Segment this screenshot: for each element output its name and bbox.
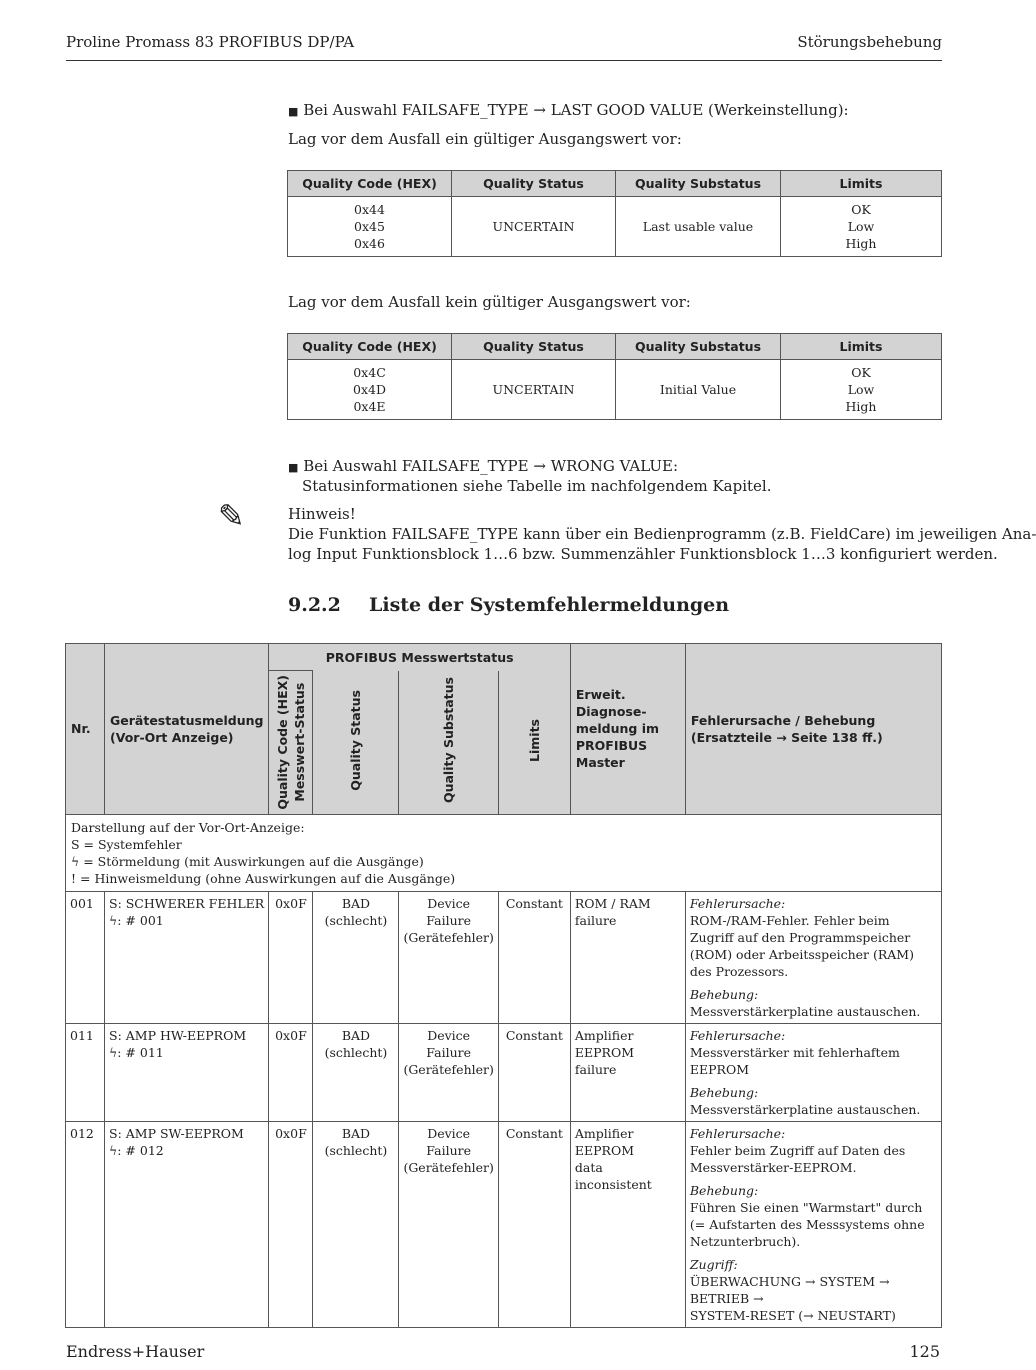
fix-text: Messverstärkerplatine austauschen.: [689, 1101, 921, 1117]
access-label: Zugriff:: [689, 1256, 738, 1272]
cause-label: Fehlerursache:: [689, 1125, 786, 1141]
section-title: Liste der Systemfehlermeldungen: [369, 594, 730, 616]
cell-cause: [685, 1121, 941, 1327]
code-value: 0x4E: [353, 399, 386, 414]
cell-limits: [781, 197, 942, 257]
msg-line: S: SCHWERER FEHLER: [109, 895, 265, 911]
cause-label: Fehlerursache:: [689, 1027, 786, 1043]
sub-line: (Gerätefehler): [403, 1159, 494, 1175]
th-quality-status-vertical: [313, 671, 399, 815]
fix-label: Behebung:: [689, 1182, 759, 1198]
th-quality-status: Quality Status: [452, 334, 616, 360]
valid-before-text: Lag vor dem Ausfall ein gültiger Ausgangswert vor:: [288, 130, 682, 148]
th-limits-vertical: [498, 671, 570, 815]
section-number: 9.2.2: [288, 594, 341, 616]
cell-diagnosis: [570, 1121, 685, 1327]
code-value: 0x46: [354, 236, 385, 251]
th-nr: Nr.: [66, 644, 105, 815]
th-cause-remedy: [685, 644, 941, 815]
access-path: SYSTEM-RESET (→ NEUSTART): [689, 1307, 896, 1323]
bullet-square-icon: ■: [288, 461, 299, 474]
th-quality-substatus: Quality Substatus: [616, 171, 781, 197]
cell-code: 0x0F: [269, 891, 313, 1023]
th-diag-line: Master: [575, 755, 625, 771]
sub-line: Device Failure: [426, 1125, 471, 1158]
msg-line: ϟ: # 011: [109, 1044, 164, 1060]
cell-status: [313, 891, 399, 1023]
th-quality-code: Quality Code (HEX): [288, 334, 452, 360]
msg-line: ϟ: # 012: [109, 1142, 164, 1158]
sub-line: Device Failure: [426, 895, 471, 928]
cell-substatus: Initial Value: [616, 360, 781, 420]
status-line: BAD: [341, 1125, 371, 1141]
limit-value: Low: [847, 219, 875, 234]
th-quality-substatus: Quality Substatus: [616, 334, 781, 360]
cause-text: ROM-/RAM-Fehler. Fehler beim Zugriff auf den Programmspeicher (ROM) oder Arbeitsspeicher (RAM) des Prozessors.: [689, 912, 914, 979]
th-extended-diagnosis: [570, 644, 685, 815]
footer-brand: Endress+Hauser: [66, 1342, 205, 1361]
cell-substatus: [399, 1023, 498, 1121]
sub-line: (Gerätefehler): [403, 929, 494, 945]
cause-text: Fehler beim Zugriff auf Daten des Messverstärker-EEPROM.: [689, 1142, 906, 1175]
th-diag-line: PROFIBUS: [575, 738, 648, 754]
diag-line: failure: [574, 1061, 617, 1077]
msg-line: S: AMP SW-EEPROM: [109, 1125, 244, 1141]
sub-line: Device Failure: [426, 1027, 471, 1060]
th-status-text: Quality Status: [348, 689, 364, 791]
cell-status: [313, 1023, 399, 1121]
diag-line: ROM / RAM: [574, 895, 651, 911]
cell-diagnosis: [570, 1023, 685, 1121]
msg-line: ϟ: # 001: [109, 912, 164, 928]
diag-line: data inconsistent: [574, 1159, 652, 1192]
cell-codes: [288, 360, 452, 420]
cell-substatus: Last usable value: [616, 197, 781, 257]
page-number: 125: [909, 1342, 940, 1361]
msg-line: S: AMP HW-EEPROM: [109, 1027, 247, 1043]
fix-label: Behebung:: [689, 986, 759, 1002]
cell-limits: [781, 360, 942, 420]
note-title: Hinweis!: [288, 505, 356, 523]
legend-line: ! = Hinweismeldung (ohne Auswirkungen auf die Ausgänge): [71, 870, 456, 886]
cell-code: 0x0F: [269, 1121, 313, 1327]
bullet-last-good-value: [288, 100, 849, 122]
status-line: BAD: [341, 1027, 371, 1043]
status-line: (schlecht): [324, 912, 388, 928]
cell-nr: 001: [66, 891, 105, 1023]
diag-line: Amplifier EEPROM: [574, 1027, 634, 1060]
cell-diagnosis: [570, 891, 685, 1023]
cell-message: [105, 1023, 269, 1121]
cell-limits: Constant: [498, 1023, 570, 1121]
access-path: ÜBERWACHUNG → SYSTEM → BETRIEB →: [689, 1273, 890, 1306]
th-diag-line: meldung im: [575, 721, 660, 737]
cell-substatus: [399, 891, 498, 1023]
cell-cause: [685, 891, 941, 1023]
cell-codes: [288, 197, 452, 257]
status-line: (schlecht): [324, 1044, 388, 1060]
running-header-title: Proline Promass 83 PROFIBUS DP/PA: [66, 33, 355, 51]
cause-label: Fehlerursache:: [689, 895, 786, 911]
th-msg-line: Gerätestatusmeldung: [110, 712, 264, 728]
cell-nr: 012: [66, 1121, 105, 1327]
cell-cause: [685, 1023, 941, 1121]
legend-line: ϟ = Störmeldung (mit Auswirkungen auf die Ausgänge): [71, 853, 424, 869]
bullet-wrong-line2: Statusinformationen siehe Tabelle im nachfolgendem Kapitel.: [302, 477, 772, 495]
cell-message: [105, 1121, 269, 1327]
th-limits: Limits: [781, 334, 942, 360]
invalid-before-text: Lag vor dem Ausfall kein gültiger Ausgangswert vor:: [288, 293, 691, 311]
pencil-note-icon: ✎: [218, 497, 245, 535]
legend-line: Darstellung auf der Vor-Ort-Anzeige:: [71, 819, 305, 835]
bullet-square-icon: ■: [288, 105, 299, 118]
th-code-line: Quality Code (HEX): [274, 675, 290, 810]
cell-message: [105, 891, 269, 1023]
fix-label: Behebung:: [689, 1084, 759, 1100]
note-line-2: log Input Funktionsblock 1…6 bzw. Summenzähler Funktionsblock 1…3 konfiguriert werden.: [288, 545, 998, 563]
table-row: [66, 891, 942, 1023]
cell-status: UNCERTAIN: [452, 197, 616, 257]
quality-table-last-usable: [287, 170, 942, 257]
legend-line: S = Systemfehler: [71, 836, 182, 852]
th-limits-text: Limits: [526, 718, 542, 762]
limit-value: High: [845, 399, 877, 414]
fix-text: Messverstärkerplatine austauschen.: [689, 1003, 921, 1019]
sub-line: (Gerätefehler): [403, 1061, 494, 1077]
bullet-wrong-value: [288, 456, 678, 478]
code-value: 0x4C: [353, 365, 386, 380]
th-quality-code: Quality Code (HEX): [288, 171, 452, 197]
cell-nr: 011: [66, 1023, 105, 1121]
cell-status: [313, 1121, 399, 1327]
quality-table-initial-value: [287, 333, 942, 420]
limit-value: OK: [851, 365, 871, 380]
code-value: 0x44: [354, 202, 385, 217]
th-quality-status: Quality Status: [452, 171, 616, 197]
cause-text: Messverstärker mit fehlerhaftem EEPROM: [689, 1044, 900, 1077]
system-error-table: [65, 643, 942, 1328]
limit-value: Low: [847, 382, 875, 397]
limit-value: OK: [851, 202, 871, 217]
diag-line: failure: [574, 912, 617, 928]
th-profibus-status: PROFIBUS Messwertstatus: [269, 644, 570, 671]
th-limits: Limits: [781, 171, 942, 197]
code-value: 0x4D: [353, 382, 386, 397]
th-diag-line: Erweit. Diagnose-: [575, 687, 647, 720]
running-header-section: Störungsbehebung: [797, 33, 942, 51]
cell-substatus: [399, 1121, 498, 1327]
note-line-1: Die Funktion FAILSAFE_TYPE kann über ein Bedienprogramm (z.B. FieldCare) im jeweiligen Ana-: [288, 525, 1036, 543]
th-code-line: Messwert-Status: [291, 682, 307, 802]
cell-limits: Constant: [498, 1121, 570, 1327]
th-cause-line: Fehlerursache / Behebung: [690, 712, 876, 728]
th-cause-line: (Ersatzteile → Seite 138 ff.): [690, 729, 883, 745]
th-quality-substatus-vertical: [399, 671, 498, 815]
header-rule: [66, 60, 942, 61]
cell-limits: Constant: [498, 891, 570, 1023]
th-msg-line: (Vor-Ort Anzeige): [110, 729, 234, 745]
status-line: BAD: [341, 895, 371, 911]
cell-status: UNCERTAIN: [452, 360, 616, 420]
limit-value: High: [845, 236, 877, 251]
table-row: [66, 1121, 942, 1327]
bullet-text: Bei Auswahl FAILSAFE_TYPE → LAST GOOD VALUE (Werkeinstellung):: [303, 101, 849, 119]
table-row: [66, 1023, 942, 1121]
fix-text: Führen Sie einen "Warmstart" durch (= Aufstarten des Messsystems ohne Netzunterbruch).: [689, 1199, 925, 1249]
th-device-status-message: [105, 644, 269, 815]
legend-cell: [66, 814, 942, 891]
th-quality-code-vertical: [269, 671, 313, 815]
bullet-text: Bei Auswahl FAILSAFE_TYPE → WRONG VALUE:: [303, 457, 679, 475]
status-line: (schlecht): [324, 1142, 388, 1158]
cell-code: 0x0F: [269, 1023, 313, 1121]
th-substatus-text: Quality Substatus: [441, 677, 457, 804]
diag-line: Amplifier EEPROM: [574, 1125, 634, 1158]
code-value: 0x45: [354, 219, 385, 234]
